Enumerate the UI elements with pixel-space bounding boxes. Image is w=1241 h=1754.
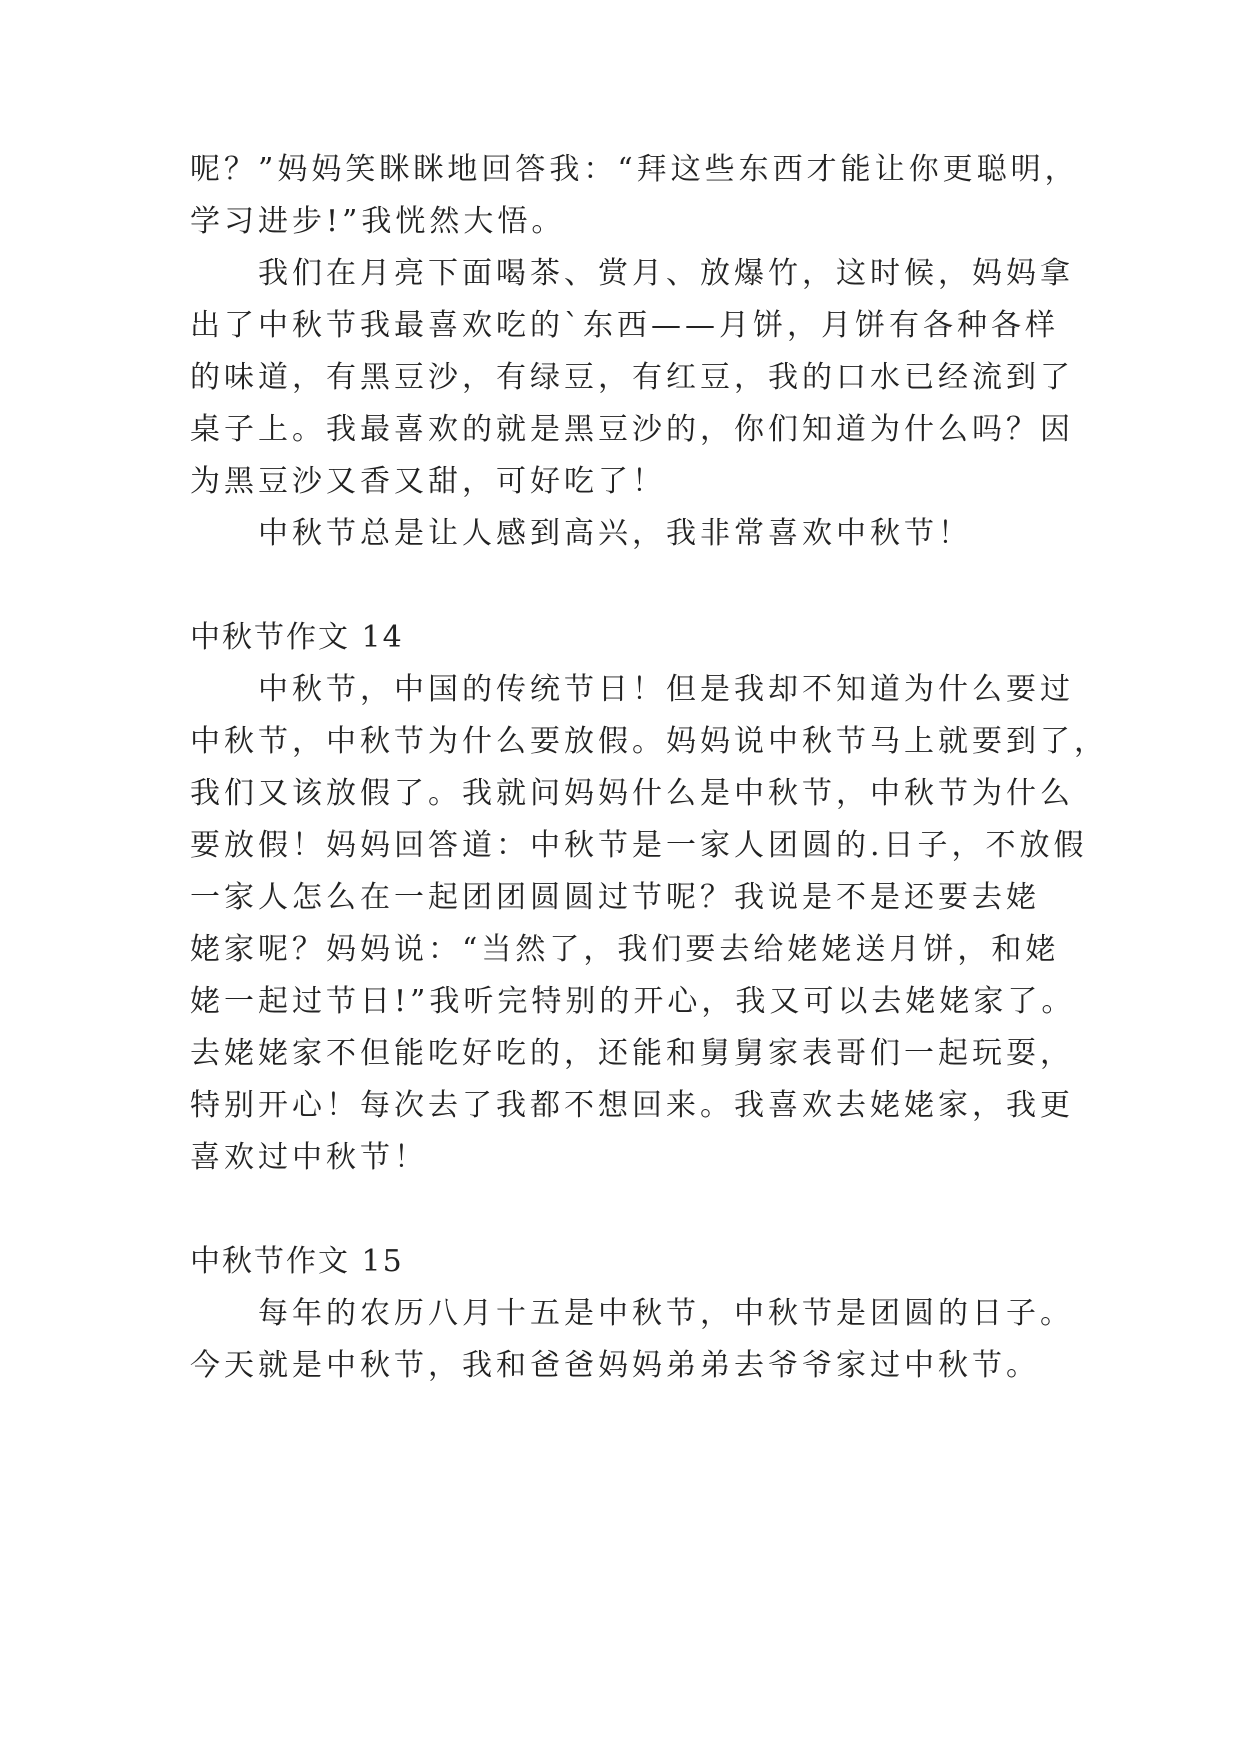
text-line: 呢？”妈妈笑眯眯地回答我：“拜这些东西才能让你更聪明， [190, 152, 1079, 187]
text-line: 今天就是中秋节，我和爸爸妈妈弟弟去爷爷家过中秋节。 [190, 1348, 1040, 1383]
text-line: 每年的农历八月十五是中秋节，中秋节是团圆的日子。 [258, 1296, 1074, 1331]
text-line: 喜欢过中秋节！ [190, 1140, 428, 1175]
text-line: 中秋节，中秋节为什么要放假。妈妈说中秋节马上就要到了， [190, 724, 1108, 759]
text-line: 中秋节，中国的传统节日！但是我却不知道为什么要过 [258, 672, 1074, 707]
essay-title: 中秋节作文 14 [190, 620, 404, 655]
text-line: 出了中秋节我最喜欢吃的`东西——月饼，月饼有各种各样 [190, 308, 1059, 343]
text-line: 桌子上。我最喜欢的就是黑豆沙的，你们知道为什么吗？因 [190, 412, 1074, 447]
text-line: 一家人怎么在一起团团圆圆过节呢？我说是不是还要去姥 [190, 880, 1040, 915]
text-line: 姥一起过节日!”我听完特别的开心，我又可以去姥姥家了。 [190, 984, 1076, 1019]
text-line: 我们在月亮下面喝茶、赏月、放爆竹，这时候，妈妈拿 [258, 256, 1074, 291]
text-line: 特别开心！每次去了我都不想回来。我喜欢去姥姥家，我更 [190, 1088, 1074, 1123]
text-line: 为黑豆沙又香又甜，可好吃了！ [190, 464, 666, 499]
text-line: 要放假！妈妈回答道：中秋节是一家人团圆的.日子，不放假 [190, 828, 1088, 863]
text-line: 的味道，有黑豆沙，有绿豆，有红豆，我的口水已经流到了 [190, 360, 1074, 395]
text-line: 姥家呢？妈妈说：“当然了，我们要去给姥姥送月饼，和姥 [190, 932, 1060, 967]
text-line: 去姥姥家不但能吃好吃的，还能和舅舅家表哥们一起玩耍， [190, 1036, 1074, 1071]
text-line: 学习进步!”我恍然大悟。 [190, 204, 566, 239]
text-line: 我们又该放假了。我就问妈妈什么是中秋节，中秋节为什么 [190, 776, 1074, 811]
text-line: 中秋节总是让人感到高兴，我非常喜欢中秋节！ [258, 516, 972, 551]
essay-title: 中秋节作文 15 [190, 1244, 404, 1279]
